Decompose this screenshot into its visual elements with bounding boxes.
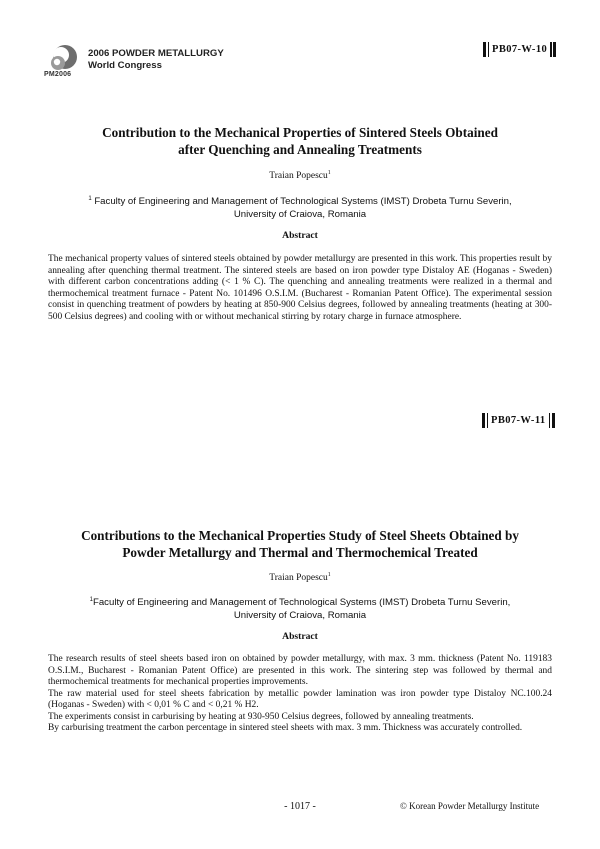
author-superscript: 1 bbox=[327, 170, 331, 176]
abstract-paragraph: The mechanical property values of sintered steels obtained by powder metallurgy are presented in this work. This properties result by annealing after quenching thermal treatment. The sintered steels are based on iron powder type Distaloy AE (Hoganas - Sweden) with different carbon concentrations adding (< 1 % C). The quenching and annealing treatments were realized in a thermal and thermochemical treatment furnace - Patent No. 101496 O.S.I.M. (Bucharest - Romanian Patent Office). The experimental session consist in quenching treatment of powders by heating at 850-900 Celsius degrees, followed by annealing treatments (heating at 300-500 Celsius degrees) and cooling with or without mechanical stirring by rotary charge in furnace atmosphere. bbox=[48, 254, 552, 322]
abstract-code-badge bbox=[483, 42, 556, 57]
abstract-heading: Abstract bbox=[282, 230, 318, 241]
abstract-body bbox=[48, 254, 552, 323]
affiliation-text: Faculty of Engineering and Management of Technological Systems (IMST) Drobeta Turnu Severin, bbox=[92, 597, 511, 609]
affiliation bbox=[40, 594, 560, 622]
affiliation-line-1 bbox=[40, 594, 560, 610]
abstract-paragraph: By carburising treatment the carbon percentage in sintered steel sheets with max. 3 mm. Thickness was accurately controlled. bbox=[48, 723, 523, 733]
abstract-code: PB07-W-10 bbox=[492, 44, 548, 55]
affiliation-line-2: University of Craiova, Romania bbox=[233, 609, 367, 621]
affiliation-text: Faculty of Engineering and Management of Technological Systems (IMST) Drobeta Turnu Severin, bbox=[91, 196, 512, 208]
title-line-2: after Quenching and Annealing Treatments bbox=[178, 142, 422, 157]
abstract-paragraph: The experiments consist in carburising by heating at 930-950 Celsius degrees, followed by annealing treatments. bbox=[48, 711, 474, 722]
conference-line-1: 2006 POWDER METALLURGY bbox=[88, 48, 224, 59]
author-name bbox=[40, 170, 560, 181]
abstract-paragraph: The research results of steel sheets based iron on obtained by powder metallurgy, with max. 3 mm. thickness (Patent No. 119183 O.S.I.M., Bucharest - Romanian Patent Office) are presented in this work. The sintering step was followed by thermal and thermochemical treatments for mechanical properties improvements. bbox=[48, 654, 552, 687]
abstract-paragraph: The raw material used for steel sheets fabrication by metallic powder lamination was iron powder type Distaloy NC.100.24 (Hoganas - Sweden) with < 0,01 % C and < 0,21 % H2. bbox=[48, 688, 552, 710]
paper-title bbox=[40, 527, 560, 561]
page-number: - 1017 - bbox=[284, 801, 316, 812]
title-line-1: Contributions to the Mechanical Properties Study of Steel Sheets Obtained by bbox=[81, 528, 519, 543]
author-superscript: 1 bbox=[327, 572, 331, 578]
paper-title bbox=[40, 124, 560, 158]
affiliation-superscript: 1 bbox=[89, 597, 93, 603]
abstract-heading: Abstract bbox=[282, 631, 318, 642]
conference-line-2: World Congress bbox=[88, 60, 162, 71]
logo-year: PM2006 bbox=[44, 71, 72, 78]
affiliation-superscript: 1 bbox=[88, 196, 92, 202]
affiliation-line-2: University of Craiova, Romania bbox=[233, 208, 367, 220]
affiliation bbox=[40, 193, 560, 221]
conference-name bbox=[88, 48, 224, 72]
title-line-1: Contribution to the Mechanical Properties of Sintered Steels Obtained bbox=[102, 125, 498, 140]
abstract-code-badge bbox=[482, 413, 555, 428]
abstract-code: PB07-W-11 bbox=[491, 415, 546, 426]
author-text: Traian Popescu bbox=[269, 171, 328, 182]
title-line-2: Powder Metallurgy and Thermal and Thermochemical Treated bbox=[122, 545, 478, 560]
affiliation-line-1 bbox=[40, 193, 560, 209]
author-text: Traian Popescu bbox=[269, 573, 328, 584]
abstract-body bbox=[48, 654, 552, 735]
copyright-notice: © Korean Powder Metallurgy Institute bbox=[400, 801, 540, 811]
author-name bbox=[40, 572, 560, 583]
